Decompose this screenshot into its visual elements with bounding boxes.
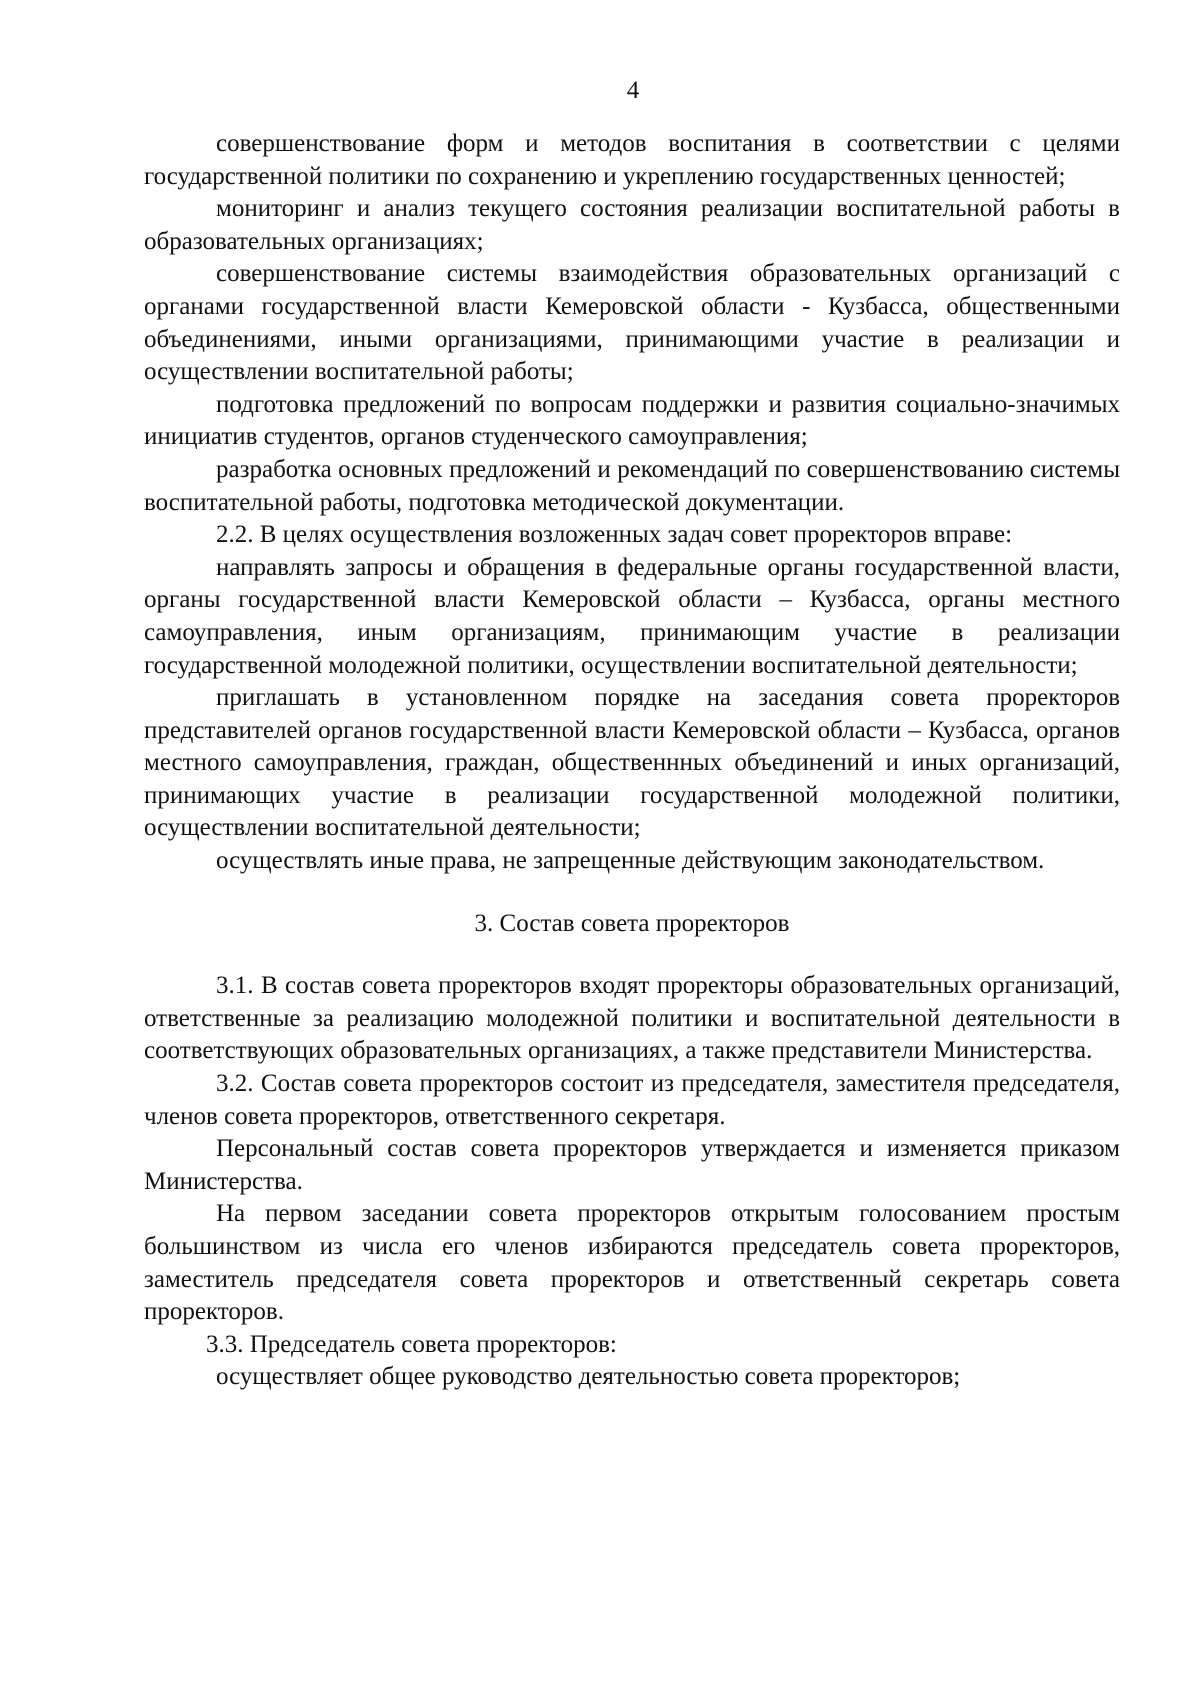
paragraph: Персональный состав совета проректоров утверждается и изменяется приказом Министерства. (144, 1135, 1120, 1195)
paragraph: На первом заседании совета проректоров открытым голосованием простым большинством из числа его членов избираются председатель совета проректоров, заместитель председателя совета проректоров и ответственный секретарь совета проректоров. (144, 1200, 1120, 1326)
paragraph: направлять запросы и обращения в федеральные органы государственной власти, органы государственной власти Кемеровской области – Кузбасса, органы местного самоуправления, иным организациям, принимающим участие в реализации государственной молодежной политики, осуществлении воспитательной деятельности; (144, 553, 1120, 679)
paragraph: осуществлять иные права, не запрещенные действующим законодательством. (216, 847, 1045, 875)
paragraph: осуществляет общее руководство деятельностью совета проректоров; (216, 1363, 961, 1391)
paragraph: 3.1. В состав совета проректоров входят проректоры образовательных организаций, ответственные за реализацию молодежной политики и воспитательной деятельности в соответствующих образовательных организациях, а также представители Министерства. (144, 972, 1120, 1065)
paragraph: подготовка предложений по вопросам поддержки и развития социально-значимых инициатив студентов, органов студенческого самоуправления; (144, 390, 1120, 451)
section-heading: 3. Состав совета проректоров (474, 909, 790, 937)
paragraph: 3.2. Состав совета проректоров состоит из председателя, заместителя председателя, членов совета проректоров, ответственного секретаря. (144, 1070, 1120, 1130)
paragraph: приглашать в установленном порядке на заседания совета проректоров представителей органов государственной власти Кемеровской области – Кузбасса, органов местного самоуправления, граждан, общественнных объединений и иных организаций, принимающих участие в реализации государственной молодежной политики, осуществлении воспитательной деятельности; (144, 684, 1120, 842)
document-body (144, 128, 1120, 1394)
paragraph: совершенствование системы взаимодействия образовательных организаций с органами государственной власти Кемеровской области - Кузбасса, общественными объединениями, иными организациями, принимающими участие в реализации и осуществлении воспитательной работы; (144, 260, 1120, 386)
paragraph: 3.3. Председатель совета проректоров: (206, 1330, 617, 1358)
page-number: 4 (626, 77, 640, 104)
paragraph: совершенствование форм и методов воспитания в соответствии с целями государственной политики по сохранению и укреплению государственных ценностей; (144, 130, 1120, 190)
paragraph: мониторинг и анализ текущего состояния реализации воспитательной работы в образовательных организациях; (144, 195, 1120, 255)
paragraph: 2.2. В целях осуществления возложенных задач совет проректоров вправе: (216, 521, 1013, 549)
paragraph: разработка основных предложений и рекомендаций по совершенствованию системы воспитательной работы, подготовка методической документации. (144, 455, 1120, 516)
